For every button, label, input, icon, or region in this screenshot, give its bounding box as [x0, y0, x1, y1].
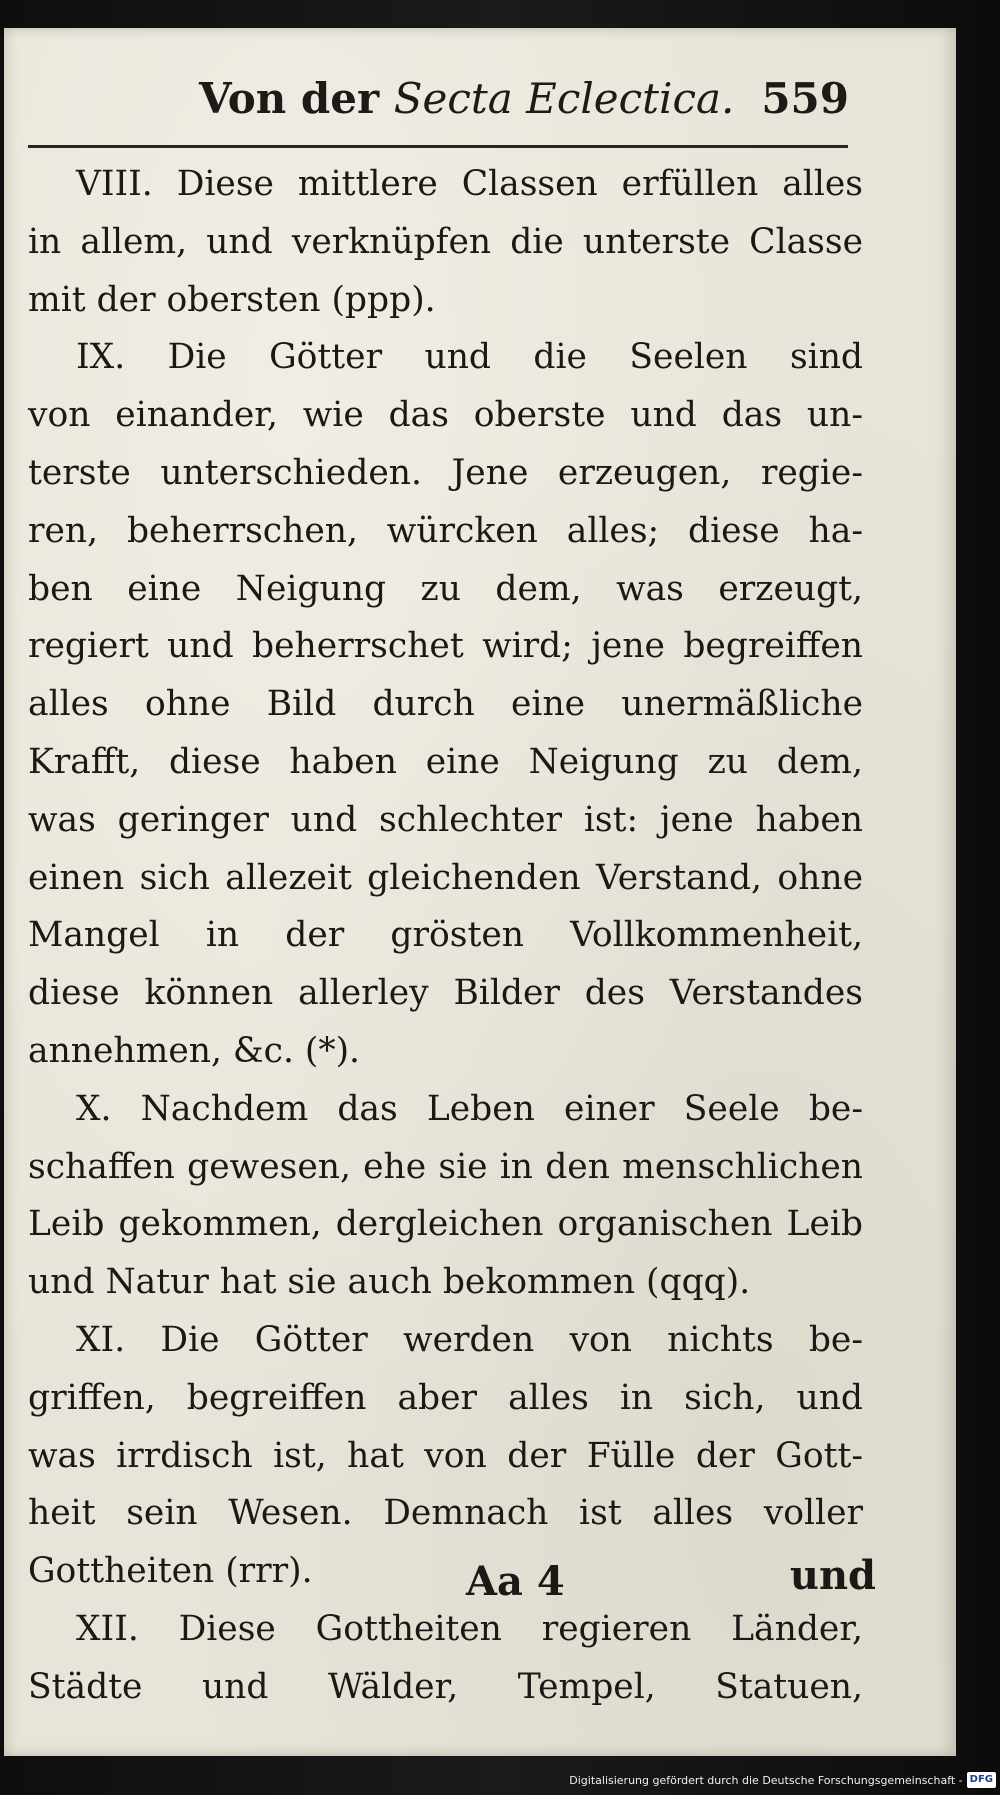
text-line: und Natur hat sie auch bekommen (qqq). — [28, 1262, 751, 1303]
text-line: annehmen, &c. (*). — [28, 1030, 361, 1071]
text-line: diese können allerley Bilder des Verstandes — [28, 973, 863, 1014]
running-title — [199, 74, 734, 123]
text-line: griffen, begreiffen aber alles in sich, und — [28, 1377, 863, 1418]
running-title-latin: Secta Eclectica. — [393, 74, 735, 123]
text-line: ren, beherrschen, würcken alles; diese ha- — [28, 510, 863, 551]
dfg-logo: DFG — [967, 1772, 996, 1788]
header-rule — [28, 145, 848, 148]
signature-mark: Aa 4 — [466, 1558, 565, 1605]
text-line: Städte und Wälder, Tempel, Statuen, — [28, 1666, 863, 1707]
text-line: in allem, und verknüpfen die unterste Classe — [28, 221, 863, 262]
text-line: mit der obersten (ppp). — [28, 279, 436, 320]
text-line: VIII. Diese mittlere Classen erfüllen alles — [76, 164, 863, 204]
text-line: X. Nachdem das Leben einer Seele be- — [76, 1088, 863, 1129]
text-line: schaffen gewesen, ehe sie in den menschlichen — [28, 1146, 863, 1187]
catchword: und — [789, 1552, 876, 1599]
text-line: was geringer und schlechter ist: jene haben — [28, 799, 863, 840]
text-line: Leib gekommen, dergleichen organischen Leib — [28, 1204, 863, 1245]
text-line: ben eine Neigung zu dem, was erzeugt, — [28, 568, 863, 609]
running-title-text: Von der — [199, 74, 394, 123]
text-line: IX. Die Götter und die Seelen sind — [76, 337, 863, 378]
text-line: Mangel in der grösten Vollkommenheit, — [28, 915, 863, 956]
text-line: XII. Diese Gottheiten regieren Länder, — [76, 1608, 863, 1649]
text-line: terste unterschieden. Jene erzeugen, regie- — [28, 452, 863, 493]
text-line: einen sich allezeit gleichenden Verstand, ohne — [28, 857, 863, 898]
digitization-credit — [569, 1769, 1000, 1791]
page-number: 559 — [761, 74, 849, 123]
text-line: von einander, wie das oberste und das un- — [28, 395, 863, 436]
text-line: regiert und beherrschet wird; jene begreiffen — [28, 626, 863, 667]
text-line: XI. Die Götter werden von nichts be- — [76, 1319, 863, 1360]
text-line: was irrdisch ist, hat von der Fülle der Gott- — [28, 1435, 863, 1476]
text-line: Gottheiten (rrr). — [28, 1551, 313, 1592]
page-header — [199, 64, 859, 134]
text-line: heit sein Wesen. Demnach ist alles voller — [28, 1493, 863, 1534]
digitization-note: Digitalisierung gefördert durch die Deutsche Forschungsgemeinschaft - — [569, 1773, 963, 1787]
text-line: alles ohne Bild durch eine unermäßliche — [28, 684, 863, 725]
text-line: Krafft, diese haben eine Neigung zu dem, — [28, 741, 863, 782]
book-page — [4, 28, 956, 1756]
body-text — [28, 156, 863, 1717]
page-footer — [466, 1552, 886, 1618]
